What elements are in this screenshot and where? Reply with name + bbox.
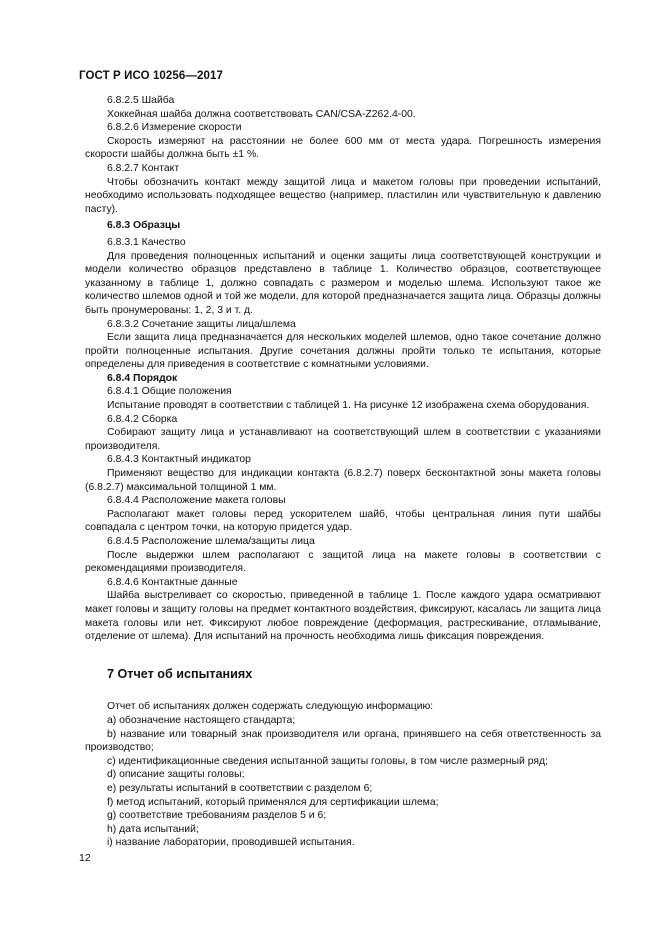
list-item: i) название лаборатории, проводившей испытания. bbox=[107, 837, 355, 849]
clause-heading: 6.8.4.5 Расположение шлема/защиты лица bbox=[107, 536, 315, 547]
body-paragraph: Для проведения полноценных испытаний и оценки защиты лица соответствующей конструкции и модели количество образцов представлено в таблице 1. Количество образцов, соответствующее указанному в таблице 1, должно совпадать с размером и моделью шлема. Используют такое же количество шлемов одной и той же модели, для которой предназначается защита лица. Образцы должны быть пронумерованы: 1, 2, 3 и т. д. bbox=[85, 250, 601, 316]
body-paragraph: Если защита лица предназначается для нескольких моделей шлемов, одно такое сочетание должно пройти полноценные испытания. Другие сочетания должны пройти только те испытания, которые определены для приведения в соответствие с комнатными условиями. bbox=[85, 332, 601, 371]
body-paragraph: Хоккейная шайба должна соответствовать CAN/CSA-Z262.4-00. bbox=[107, 108, 416, 120]
clause-heading: 6.8.4.4 Расположение макета головы bbox=[107, 495, 286, 507]
body-paragraph: Чтобы обозначить контакт между защитой лица и макетом головы при проведении испытаний, необходимо использовать подходящее вещество (например, пластилин или чувствительную к давлению пасту). bbox=[85, 176, 601, 215]
clause-heading: 6.8.2.6 Измерение скорости bbox=[107, 122, 242, 134]
body-paragraph: После выдержки шлем располагают с защитой лица на макете головы в соответствии с рекомендациями производителя. bbox=[85, 549, 601, 575]
subsection-heading: 6.8.3 Образцы bbox=[107, 220, 181, 232]
clause-heading: 6.8.3.2 Сочетание защиты лица/шлема bbox=[107, 318, 296, 330]
clause-heading: 6.8.2.7 Контакт bbox=[107, 162, 180, 174]
clause-heading: 6.8.4.2 Сборка bbox=[107, 413, 178, 425]
page-number: 12 bbox=[79, 852, 91, 864]
body-paragraph: Собирают защиту лица и устанавливают на соответствующий шлем в соответствии с указаниями производителя. bbox=[85, 427, 601, 452]
list-item: d) описание защиты головы; bbox=[107, 769, 245, 781]
list-item: h) дата испытаний; bbox=[107, 823, 199, 835]
section-heading: 7 Отчет об испытаниях bbox=[107, 666, 253, 681]
list-item: f) метод испытаний, который применялся для сертификации шлема; bbox=[107, 796, 439, 808]
list-item: g) соответствие требованиям разделов 5 и 6; bbox=[107, 810, 327, 822]
document-header: ГОСТ Р ИСО 10256—2017 bbox=[79, 70, 224, 82]
body-paragraph: Отчет об испытаниях должен содержать следующую информацию: bbox=[107, 701, 434, 713]
clause-heading: 6.8.4.1 Общие положения bbox=[107, 386, 232, 398]
clause-heading: 6.8.4.3 Контактный индикатор bbox=[107, 454, 251, 466]
document-body bbox=[85, 94, 601, 850]
body-paragraph: Шайба выстреливает со скоростью, приведенной в таблице 1. После каждого удара осматривают макет головы и защиту головы на предмет контактного воздействия, фиксируют, касалась ли защита лица макета головы или нет. Фиксируют любое повреждение (деформация, растрескивание, отламывание, отделение от шлема). Для испытаний на прочность необходима лишь фиксация повреждения. bbox=[85, 590, 601, 643]
list-item: c) идентификационные сведения испытанной защиты головы, в том числе размерный ряд; bbox=[107, 755, 548, 767]
body-paragraph: Скорость измеряют на расстоянии не более 600 мм от места удара. Погрешность измерения скорости шайбы должна быть ±1 %. bbox=[85, 135, 601, 161]
clause-heading: 6.8.3.1 Качество bbox=[107, 236, 186, 248]
list-item: a) обозначение настоящего стандарта; bbox=[107, 714, 296, 726]
body-paragraph: Испытание проводят в соответствии с таблицей 1. На рисунке 12 изображена схема оборудования. bbox=[107, 400, 590, 412]
clause-heading: 6.8.4.6 Контактные данные bbox=[107, 576, 238, 588]
list-item: b) название или товарный знак производителя или органа, принявшего на себя ответственность за производство; bbox=[85, 728, 601, 754]
subsection-heading: 6.8.4 Порядок bbox=[107, 372, 178, 384]
body-paragraph: Располагают макет головы перед ускорителем шайб, чтобы центральная линия пути шайбы совпадала с центром точки, на которую придется удар. bbox=[85, 508, 601, 534]
list-item: e) результаты испытаний в соответствии с разделом 6; bbox=[107, 782, 373, 794]
body-paragraph: Применяют вещество для индикации контакта (6.8.2.7) поверх бесконтактной зоны макета головы (6.8.2.7) максимальной толщиной 1 мм. bbox=[85, 468, 601, 493]
clause-heading: 6.8.2.5 Шайба bbox=[107, 95, 175, 106]
